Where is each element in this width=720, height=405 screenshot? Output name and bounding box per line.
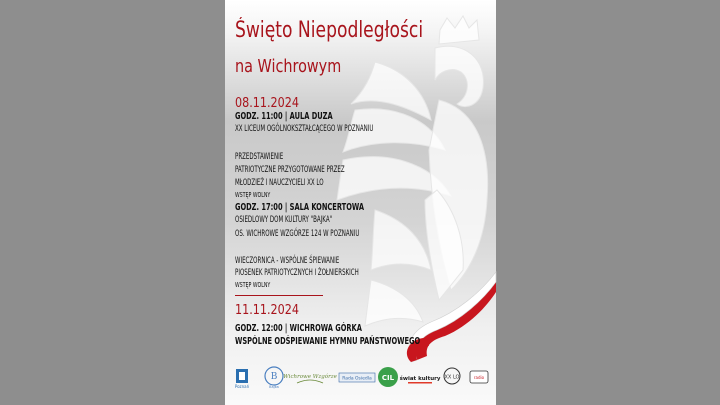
radio-logo-text: radio: [473, 375, 485, 380]
cil-logo: [375, 365, 401, 389]
city-logo: [229, 365, 255, 389]
city-logo-text: Poznań: [234, 384, 250, 389]
event1-slot1-desc-1: PRZEDSTAWIENIE: [235, 152, 284, 162]
event1-slot1-venue: XX LICEUM OGÓLNOKSZTAŁCĄCEGO W POZNANIU: [235, 124, 374, 134]
event1-slot1-desc-3: MŁODZIEŻ I NAUCZYCIELI XX LO: [235, 178, 324, 188]
school-logo: [441, 365, 463, 389]
event2-date: 11.11.2024: [235, 303, 300, 318]
event2-heading: GODZ. 12:00 | WICHROWA GÓRKA: [235, 323, 362, 334]
event1-slot1-entry: WSTĘP WOLNY: [235, 191, 271, 199]
wichrowe-logo: [283, 365, 337, 389]
poster-title: Święto Niepodległości: [235, 18, 424, 43]
wichrowe-logo-text: Wichrowe Wzgórze: [283, 374, 337, 380]
bajka-logo-text: Bajka: [269, 385, 279, 389]
event1-slot2-entry: WSTĘP WOLNY: [235, 281, 271, 289]
cil-logo-text: CIL: [381, 374, 395, 382]
radio-logo: [467, 365, 491, 389]
event1-slot2-desc-2: PIOSENEK PATRIOTYCZNYCH I ŻOŁNIERSKICH: [235, 268, 359, 278]
event-poster: [225, 0, 496, 405]
swiatkultury-logo-text: świat kultury: [399, 376, 441, 382]
event1-date: 08.11.2024: [235, 96, 300, 111]
sponsor-logos: [225, 360, 496, 405]
svg-text:B: B: [270, 372, 278, 382]
poster-subtitle: na Wichrowym: [235, 56, 342, 77]
event1-slot2-venue-2: OS. WICHROWE WZGÓRZE 124 W POZNANIU: [235, 229, 360, 239]
event1-slot1-desc-2: PATRIOTYCZNE PRZYGOTOWANE PRZEZ: [235, 165, 345, 175]
school-logo-text: XX LO: [444, 374, 460, 381]
rada-osiedla-logo-text: Rada Osiedla: [342, 376, 372, 382]
section-divider: [235, 295, 323, 296]
event1-slot1-heading: GODZ. 11:00 | AULA DUŻA: [235, 111, 333, 122]
event1-slot2-venue-1: OSIEDLOWY DOM KULTURY "BAJKA": [235, 215, 333, 225]
event1-slot2-heading: GODZ. 17:00 | SALA KONCERTOWA: [235, 202, 365, 213]
event2-desc: WSPÓLNE ODŚPIEWANIE HYMNU PAŃSTWOWEGO: [235, 336, 421, 347]
swiatkultury-logo: [399, 365, 441, 389]
event1-slot2-desc-1: WIECZORNICA - WSPÓLNE ŚPIEWANIE: [235, 256, 340, 266]
rada-osiedla-logo: [337, 365, 377, 389]
